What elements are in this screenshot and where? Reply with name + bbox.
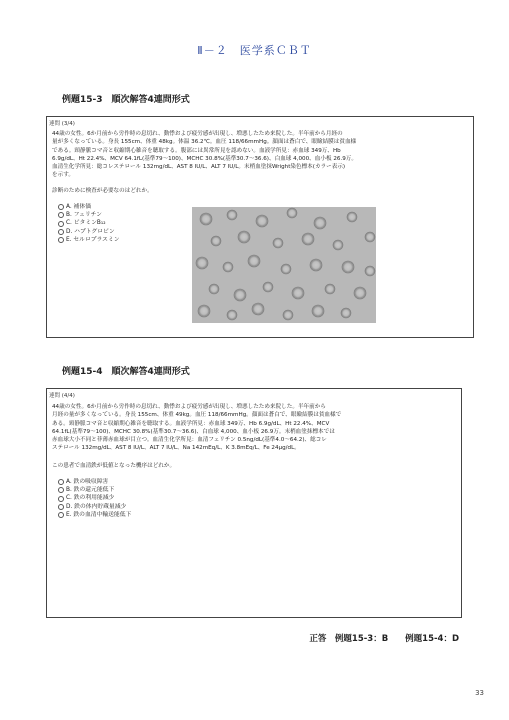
red-blood-cell bbox=[234, 289, 246, 301]
question-stem-15-3 bbox=[52, 130, 464, 180]
question-prompt: この患者で血清鉄が低値となった機序はどれか。 bbox=[52, 463, 176, 469]
option-label: A. 補体価 bbox=[66, 204, 91, 210]
radio-icon[interactable] bbox=[58, 221, 64, 227]
red-blood-cell bbox=[347, 212, 357, 222]
option-label: B. 鉄の還元能低下 bbox=[66, 487, 115, 494]
red-blood-cell bbox=[292, 287, 304, 299]
example-15-4-heading: 例題15-4 順次解答4連問形式 bbox=[62, 367, 190, 377]
radio-icon[interactable] bbox=[58, 512, 64, 518]
red-blood-cell bbox=[196, 257, 208, 269]
radio-icon[interactable] bbox=[58, 496, 64, 502]
radio-icon[interactable] bbox=[58, 479, 64, 485]
red-blood-cell bbox=[263, 282, 273, 292]
page-number: 33 bbox=[475, 689, 484, 697]
question-label: 連問 (3/4) bbox=[49, 121, 75, 127]
option-label: D. ハプトグロビン bbox=[66, 228, 115, 235]
answer-key: 正答 例題15-3：B 例題15-4：D bbox=[309, 634, 459, 644]
option-b[interactable] bbox=[58, 486, 131, 494]
option-e[interactable] bbox=[58, 511, 131, 519]
page-title: Ⅱ－２ 医学系ＣＢＴ bbox=[197, 44, 312, 57]
option-a[interactable] bbox=[58, 203, 120, 211]
red-blood-cell bbox=[302, 233, 314, 245]
red-blood-cell bbox=[211, 236, 221, 246]
blood-smear-image bbox=[192, 207, 376, 323]
red-blood-cell bbox=[287, 208, 297, 218]
stem-line: 44歳の女性。6か月前から労作時の息切れ、動悸および疲労感が出現し、増悪したため来院した。半年前から月経の bbox=[52, 131, 343, 137]
stem-line: 血清生化学所見：総コレステロール 132mg/dL、AST 8 IU/L、ALT 7 IU/L。末梢血塗抹Wright染色標本(カラー表示) bbox=[52, 164, 346, 171]
red-blood-cell bbox=[354, 287, 366, 299]
radio-icon[interactable] bbox=[58, 212, 64, 218]
example-15-3-heading: 例題15-3 順次解答4連問形式 bbox=[62, 95, 190, 105]
stem-line: である。頸静脈コマ音と収縮期心雑音を聴取する。腹部には異常所見を認めない。血液学所見：赤血球 349万、Hb bbox=[52, 147, 341, 154]
red-blood-cell bbox=[314, 217, 326, 229]
red-blood-cell bbox=[365, 266, 375, 276]
red-blood-cell bbox=[310, 259, 322, 271]
red-blood-cell bbox=[248, 255, 260, 267]
option-c[interactable] bbox=[58, 494, 131, 502]
red-blood-cell bbox=[252, 303, 264, 315]
blood-smear-svg bbox=[192, 207, 376, 323]
red-blood-cell bbox=[281, 264, 291, 274]
red-blood-cell bbox=[223, 262, 233, 272]
option-label: D. 鉄の体内貯蔵量減少 bbox=[66, 503, 127, 510]
stem-line: 量が多くなっている。身長 155cm、体重 48kg。体温 36.2℃。血圧 118/66mmHg。顔面は蒼白で、眼瞼結膜は貧血様 bbox=[52, 139, 357, 146]
red-blood-cell bbox=[198, 305, 210, 317]
stem-line: 6.9g/dL、Ht 22.4%、MCV 64.1fL(基準79～100)、MCHC 30.8%(基準30.7～36.6)、白血球 4,000、血小板 26.9万。 bbox=[52, 155, 357, 162]
radio-icon[interactable] bbox=[58, 204, 64, 210]
options-list-15-3 bbox=[58, 203, 120, 244]
option-d[interactable] bbox=[58, 503, 131, 511]
option-label: C. 鉄の利用能減少 bbox=[66, 495, 115, 502]
red-blood-cell bbox=[227, 210, 237, 220]
radio-icon[interactable] bbox=[58, 504, 64, 510]
option-c[interactable] bbox=[58, 219, 120, 227]
question-prompt: 診断のために検査が必要なのはどれか。 bbox=[52, 188, 153, 194]
red-blood-cell bbox=[342, 261, 354, 273]
radio-icon[interactable] bbox=[58, 487, 64, 493]
option-label: E. 鉄の血清中輸送能低下 bbox=[66, 511, 132, 518]
red-blood-cell bbox=[209, 284, 219, 294]
option-label: E. セルロプラスミン bbox=[66, 236, 120, 243]
red-blood-cell bbox=[283, 310, 293, 320]
radio-icon[interactable] bbox=[58, 237, 64, 243]
red-blood-cell bbox=[325, 284, 335, 294]
question-label: 連問 (4/4) bbox=[49, 393, 75, 399]
stem-line: 64.1fL(基準79～100)、MCHC 30.8%(基準30.7～36.6)、白血球 4,000、血小板 26.9万。末梢血塗抹標本では bbox=[52, 428, 335, 435]
red-blood-cell bbox=[333, 240, 343, 250]
red-blood-cell bbox=[365, 232, 375, 242]
stem-line: ある。頸静脈コマ音と収縮期心雑音を聴取する。血液学所見：赤血球 349万、Hb 6.9g/dL、Ht 22.4%、MCV bbox=[52, 420, 330, 427]
option-d[interactable] bbox=[58, 228, 120, 236]
stem-line: 月経の量が多くなっている。身長 155cm、体重 49kg。血圧 118/66mmHg。顔面は蒼白で、眼瞼結膜は貧血様で bbox=[52, 412, 342, 419]
red-blood-cell bbox=[273, 238, 283, 248]
question-stem-15-4 bbox=[52, 403, 454, 453]
option-label: C. ビタミンB₁₂ bbox=[66, 220, 106, 227]
option-label: B. フェリチン bbox=[66, 212, 102, 219]
radio-icon[interactable] bbox=[58, 229, 64, 235]
red-blood-cell bbox=[238, 231, 250, 243]
option-e[interactable] bbox=[58, 236, 120, 244]
option-b[interactable] bbox=[58, 211, 120, 219]
stem-line: ステロール 132mg/dL、AST 8 IU/L、ALT 7 IU/L、Na 142mEq/L、K 3.8mEq/L、Fe 24μg/dL。 bbox=[52, 445, 300, 452]
red-blood-cell bbox=[200, 213, 212, 225]
option-a[interactable] bbox=[58, 478, 131, 486]
red-blood-cell bbox=[256, 215, 268, 227]
option-label: A. 鉄の吸収障害 bbox=[66, 479, 109, 485]
options-list-15-4 bbox=[58, 478, 131, 519]
stem-line: 赤血球大小不同と菲薄赤血球が目立つ。血清生化学所見：血清フェリチン 0.5ng/dL(基準4.0～64.2)、総コレ bbox=[52, 437, 327, 444]
red-blood-cell bbox=[312, 305, 324, 317]
red-blood-cell bbox=[227, 310, 237, 320]
stem-line: を示す。 bbox=[52, 172, 74, 179]
red-blood-cell bbox=[341, 308, 351, 318]
stem-line: 44歳の女性。6か月前から労作時の息切れ、動悸および疲労感が出現し、増悪したため来院した。半年前から bbox=[52, 404, 326, 410]
